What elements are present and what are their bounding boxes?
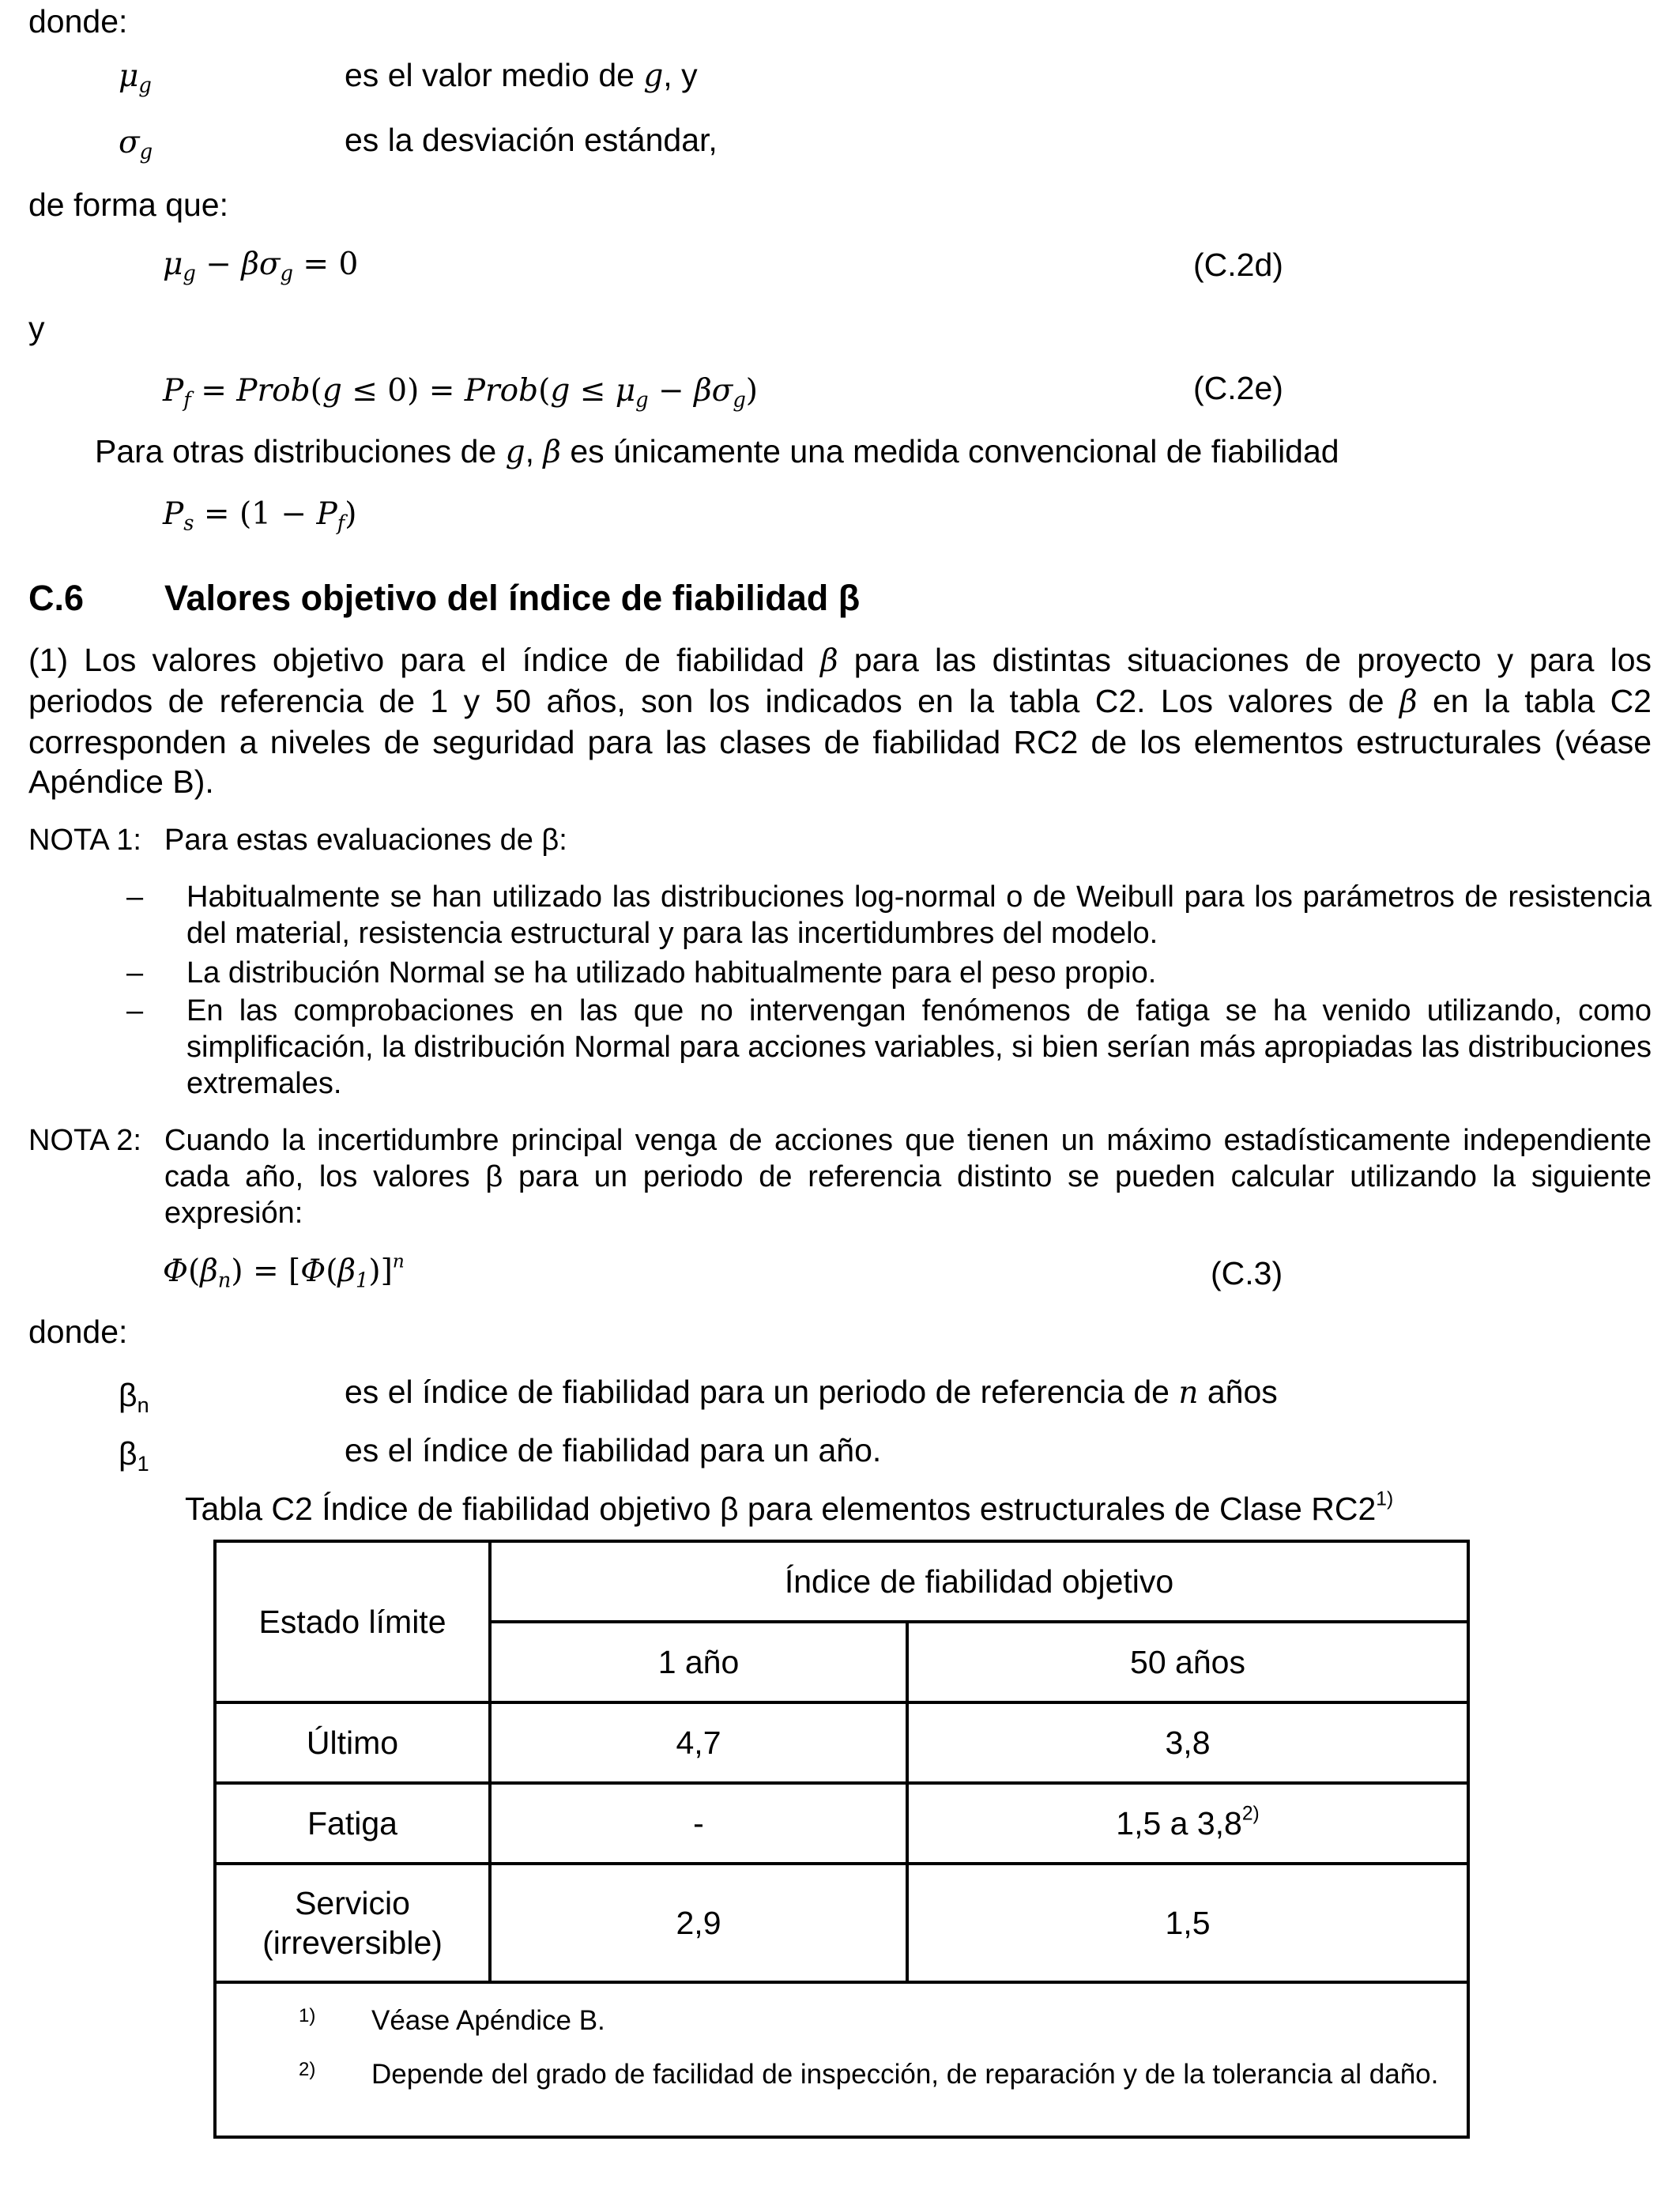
footnote-mark: 2) xyxy=(299,2059,316,2080)
equation-number-c2d: (C.2d) xyxy=(1193,247,1283,283)
bullet-item: En las comprobaciones en las que no intervengan fenómenos de fatiga se ha venido utilizando, como simplificación, la distribución Normal para acciones variables, si bien serían más apropiadas las distribuciones extremales. xyxy=(186,994,1652,1100)
bullet-dash: – xyxy=(126,880,144,914)
math-beta: β xyxy=(1399,684,1418,720)
paragraph-1 xyxy=(28,640,1652,801)
bullet-item: Habitualmente se han utilizado las distribuciones log-normal o de Weibull para los parámetros de resistencia del material, resistencia estructural y para las incertidumbres del modelo. xyxy=(186,880,1652,950)
footnote-text: Depende del grado de facilidad de inspección, de reparación y de la tolerancia al daño. xyxy=(371,2059,1439,2090)
desc-math: n xyxy=(1178,1375,1199,1411)
cell-value: 1,5 a 3,8 xyxy=(1116,1805,1242,1842)
bullet-dash: – xyxy=(126,956,144,990)
text-part: , xyxy=(525,433,544,469)
y-connector: y xyxy=(28,310,45,346)
sigma-g-description: es la desviación estándar, xyxy=(345,122,718,158)
nota2-label: NOTA 2: xyxy=(28,1124,141,1157)
cell-estado: Último xyxy=(215,1702,490,1783)
desc-text: es el valor medio de xyxy=(345,57,644,93)
cell-50-anos xyxy=(907,1783,1468,1864)
table-header-row xyxy=(215,1541,1468,1622)
equation-c2d: $\mu_g - \beta\sigma_g = 0$ xyxy=(163,247,359,286)
cell-1-ano: 2,9 xyxy=(490,1864,907,1982)
symbol-sub: g xyxy=(138,74,152,98)
math-g: g xyxy=(505,435,525,470)
reliability-table xyxy=(213,1540,1470,2139)
nota1-text: Para estas evaluaciones de β: xyxy=(164,824,567,857)
nota1-label: NOTA 1: xyxy=(28,824,141,857)
desc-tail: años xyxy=(1198,1374,1278,1410)
symbol-sub: g xyxy=(139,140,153,164)
symbol-base: μ xyxy=(119,58,139,94)
equation-c3: $\Phi(\beta_n) = [\Phi(\beta_1)]^n$ xyxy=(163,1250,405,1293)
nota2-text: Cuando la incertidumbre principal venga de acciones que tienen un máximo estadísticamente independiente cada año, los valores β para un periodo de referencia distinto se pueden calcular utilizando la siguiente expresión: xyxy=(164,1124,1652,1230)
table-row xyxy=(215,1702,1468,1783)
header-estado-limite: Estado límite xyxy=(215,1541,490,1702)
desc-text: es el índice de fiabilidad para un periodo de referencia de xyxy=(345,1374,1179,1410)
section-title: Valores objetivo del índice de fiabilidad β xyxy=(164,578,861,618)
table-row xyxy=(215,1783,1468,1864)
symbol-base: β xyxy=(119,1435,137,1472)
symbol-base: β xyxy=(119,1377,137,1413)
equation-c2e: $P_f$ = Prob(g ≤ 0) = Prob(g ≤ $\mu_g - \beta\sigma_g$) xyxy=(163,373,759,413)
cell-estado: Fatiga xyxy=(215,1783,490,1864)
cell-1-ano: - xyxy=(490,1783,907,1864)
symbol-sub: n xyxy=(137,1393,149,1418)
mu-g-description xyxy=(345,55,698,96)
cell-footnote-mark: 2) xyxy=(1241,1803,1260,1825)
equation-number-c3: (C.3) xyxy=(1211,1255,1283,1291)
equation-ps: $P_s = (1 - P_f)$ xyxy=(163,496,357,536)
text-part: Para otras distribuciones de xyxy=(95,433,506,469)
bullet-item: La distribución Normal se ha utilizado habitualmente para el peso propio. xyxy=(186,956,1157,990)
text-part: para las distintas situaciones de proyecto y para los periodos de referencia de 1 y 50 años, son los indicados en la tabla C2. Los valores de xyxy=(28,642,1652,719)
desc-tail: , y xyxy=(663,57,698,93)
caption-text: Tabla C2 Índice de fiabilidad objetivo β para elementos estructurales de Clase RC2 xyxy=(185,1491,1377,1527)
footnote-text: Véase Apéndice B. xyxy=(371,2005,605,2036)
footnote-mark: 1) xyxy=(299,2005,316,2026)
table-caption xyxy=(185,1489,1393,1529)
symbol-sub: 1 xyxy=(137,1452,149,1476)
beta-n-symbol xyxy=(119,1375,149,1418)
donde-label-1: donde: xyxy=(28,3,128,40)
equation-number-c2e: (C.2e) xyxy=(1193,370,1283,406)
text-part: es únicamente una medida convencional de fiabilidad xyxy=(560,433,1339,469)
table-row xyxy=(215,1864,1468,1982)
beta-n-description xyxy=(345,1372,1278,1413)
caption-footnote-mark: 1) xyxy=(1376,1488,1394,1510)
de-forma-que: de forma que: xyxy=(28,187,228,223)
math-beta: β xyxy=(543,435,561,470)
cell-estado-text: Servicio (irreversible) xyxy=(262,1885,443,1961)
header-1-ano: 1 año xyxy=(490,1622,907,1702)
beta-1-description: es el índice de fiabilidad para un año. xyxy=(345,1432,882,1468)
bullet-dash: – xyxy=(126,994,144,1027)
beta-1-symbol xyxy=(119,1434,149,1476)
sigma-g-symbol xyxy=(119,123,153,163)
cell-50-anos: 1,5 xyxy=(907,1864,1468,1982)
para-otras-text xyxy=(95,432,1339,473)
header-indice-fiabilidad: Índice de fiabilidad objetivo xyxy=(490,1541,1468,1622)
donde-label-2: donde: xyxy=(28,1314,128,1350)
math-beta: β xyxy=(820,643,838,679)
section-number: C.6 xyxy=(28,578,85,618)
cell-1-ano: 4,7 xyxy=(490,1702,907,1783)
desc-math: g xyxy=(643,58,664,94)
cell-50-anos: 3,8 xyxy=(907,1702,1468,1783)
text-part: en la tabla C2 corresponden a niveles de seguridad para las clases de fiabilidad RC2 de los elementos estructurales (véase Apéndice B). xyxy=(28,683,1652,800)
header-50-anos: 50 años xyxy=(907,1622,1468,1702)
mu-g-symbol xyxy=(119,57,152,96)
symbol-base: σ xyxy=(119,125,140,160)
cell-estado xyxy=(215,1864,490,1982)
text-part: (1) Los valores objetivo para el índice de fiabilidad xyxy=(28,642,821,678)
